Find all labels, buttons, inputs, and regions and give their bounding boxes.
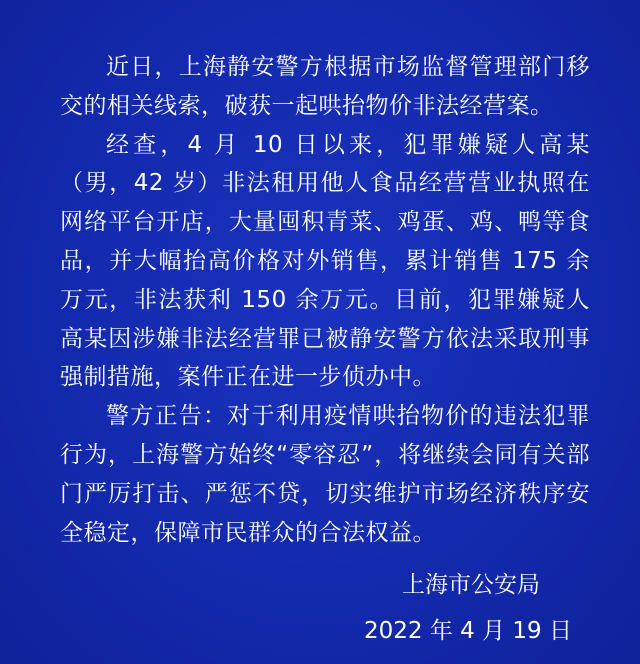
- notice-paragraph-3: 警方正告：对于利用疫情哄抬物价的违法犯罪行为，上海警方始终“零容忍”，将继续会同有关部门严厉打击、严惩不贷，切实维护市场经济秩序安全稳定，保障市民群众的合法权益。: [60, 403, 590, 546]
- issuer-name: 上海市公安局: [402, 572, 540, 598]
- issue-date: 2022 年 4 月 19 日: [364, 618, 572, 644]
- signature-block: [364, 562, 572, 654]
- notice-paragraph-1: 近日，上海静安警方根据市场监督管理部门移交的相关线索，破获一起哄抬物价非法经营案。: [60, 54, 590, 119]
- notice-body: [60, 48, 590, 552]
- notice-paragraph-2: 经查，4 月 10 日以来，犯罪嫌疑人高某（男，42 岁）非法租用他人食品经营营业执照在网络平台开店，大量囤积青菜、鸡蛋、鸡、鸭等食品，并大幅抬高价格对外销售，累计销售 175 余万元，非法获利 150 余万元。目前，犯罪嫌疑人高某因涉嫌非法经营罪已被静安警方依法采取刑事强制措施，案件正在进一步侦办中。: [60, 131, 590, 391]
